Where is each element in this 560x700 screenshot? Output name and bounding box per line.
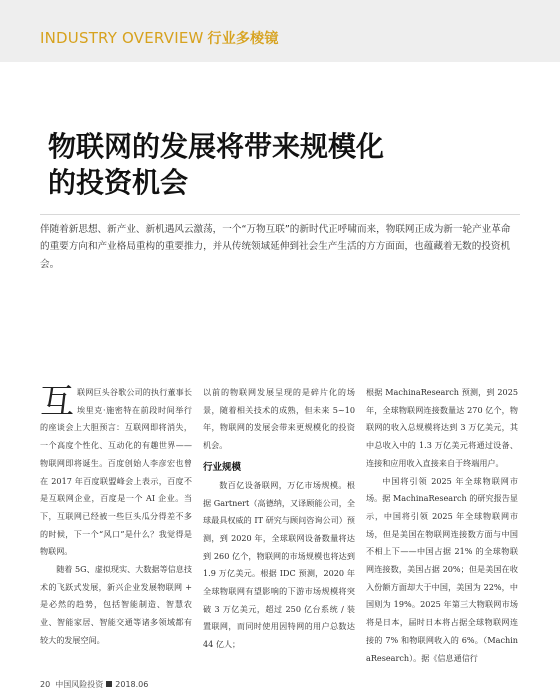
title-line-1: 物联网的发展将带来规模化 xyxy=(48,130,385,163)
col1-paragraph-2: 随着 5G、虚拟现实、大数据等信息技术的飞跃式发展，新兴企业发展物联网 + 是必然的趋势，包括智能制造、智慧农业、智能家居、智能交通等诸多领域都有较大的发展空间。 xyxy=(40,564,192,645)
body-column-3 xyxy=(366,384,518,667)
col3-paragraph-2: 中国将引领 2025 年全球物联网市场。据 MachinaResearch 的研究报告显示，中国将引领 2025 年全球物联网市场，但是美国在物联网连接数方面与中国不相上下——中国占据 21% 的全球物联网连接数，美国占据 20%；但是美国在收入份额方面却大于中国，美国为 22%，中国则为 19%。2025 年第三大物联网市场将是日本，届时日本将占据全球物联网连接的 7% 和物联网收入的 6%。（MachinaResearch）。据《信息通信行 xyxy=(366,475,518,663)
drop-cap: 互 xyxy=(40,382,74,422)
col2-paragraph-2: 数百亿设备联网，万亿市场规模。根据 Gartnert（高德纳，又译顾能公司，全球最具权威的 IT 研究与顾问咨询公司）预测，到 2020 年，全球联网设备数量将达到 260 亿个，物联网的市场规模也将达到 1.9 万亿美元。根据 IDC 预测，2020 年全球物联网有望影响的下游市场规模将突破 3 万亿美元，超过 250 亿台系统 / 装置联网，而同时使用因特网的用户总数达 44 亿人； xyxy=(203,479,355,650)
page-number: 20 xyxy=(40,680,51,689)
col1-paragraph-1 xyxy=(40,384,192,561)
page-footer xyxy=(40,679,148,690)
col2-paragraph-1: 以前的物联网发展呈现的是碎片化的场景，随着相关技术的成熟，但未来 5~10 年，物联网的发展会带来更规模化的投资机会。 xyxy=(203,387,355,451)
col3-paragraph-1: 根据 MachinaResearch 预测，到 2025 年，全球物联网连接数量达 270 亿个，物联网的收入总规模将达到 3 万亿美元，其中总收入中的 1.3 万亿美元将通过设备、连接和应用收入直接来自于终端用户。 xyxy=(366,387,518,468)
title-line-2: 的投资机会 xyxy=(48,166,189,199)
section-label-en: INDUSTRY OVERVIEW xyxy=(40,29,204,47)
section-subhead: 行业规模 xyxy=(203,461,242,473)
section-label xyxy=(40,28,279,48)
title-divider xyxy=(40,214,520,215)
col1-paragraph-1-text: 联网巨头谷歌公司的执行董事长埃里克·施密特在前段时间举行的座谈会上大胆预言：互联网即将消失，一个高度个性化、互动化的有趣世界——物联网即将诞生。百度创始人李彦宏也曾在 2017 年百度联盟峰会上表示，百度不是互联网企业，百度是一个 AI 企业。当下，互联网已经被一些巨头瓜分得差不多的时候，下一个“风口”是什么？我觉得是物联网。 xyxy=(40,387,192,557)
article-title xyxy=(48,129,518,201)
article-lead: 伴随着新思想、新产业、新机遇风云激荡，一个“万物互联”的新时代正呼啸而来，物联网正成为新一轮产业革命的重要方向和产业格局重构的重要推力，并从传统领域延伸到社会生产生活的方方面面，也蕴藏着无数的投资机会。 xyxy=(40,224,511,270)
section-label-cn: 行业多棱镜 xyxy=(207,31,279,47)
body-column-1 xyxy=(40,384,192,650)
publication-name: 中国风险投资 xyxy=(55,680,104,689)
issue-date: 2018.06 xyxy=(115,680,149,689)
square-bullet-icon xyxy=(106,681,112,687)
body-column-2 xyxy=(203,384,355,654)
